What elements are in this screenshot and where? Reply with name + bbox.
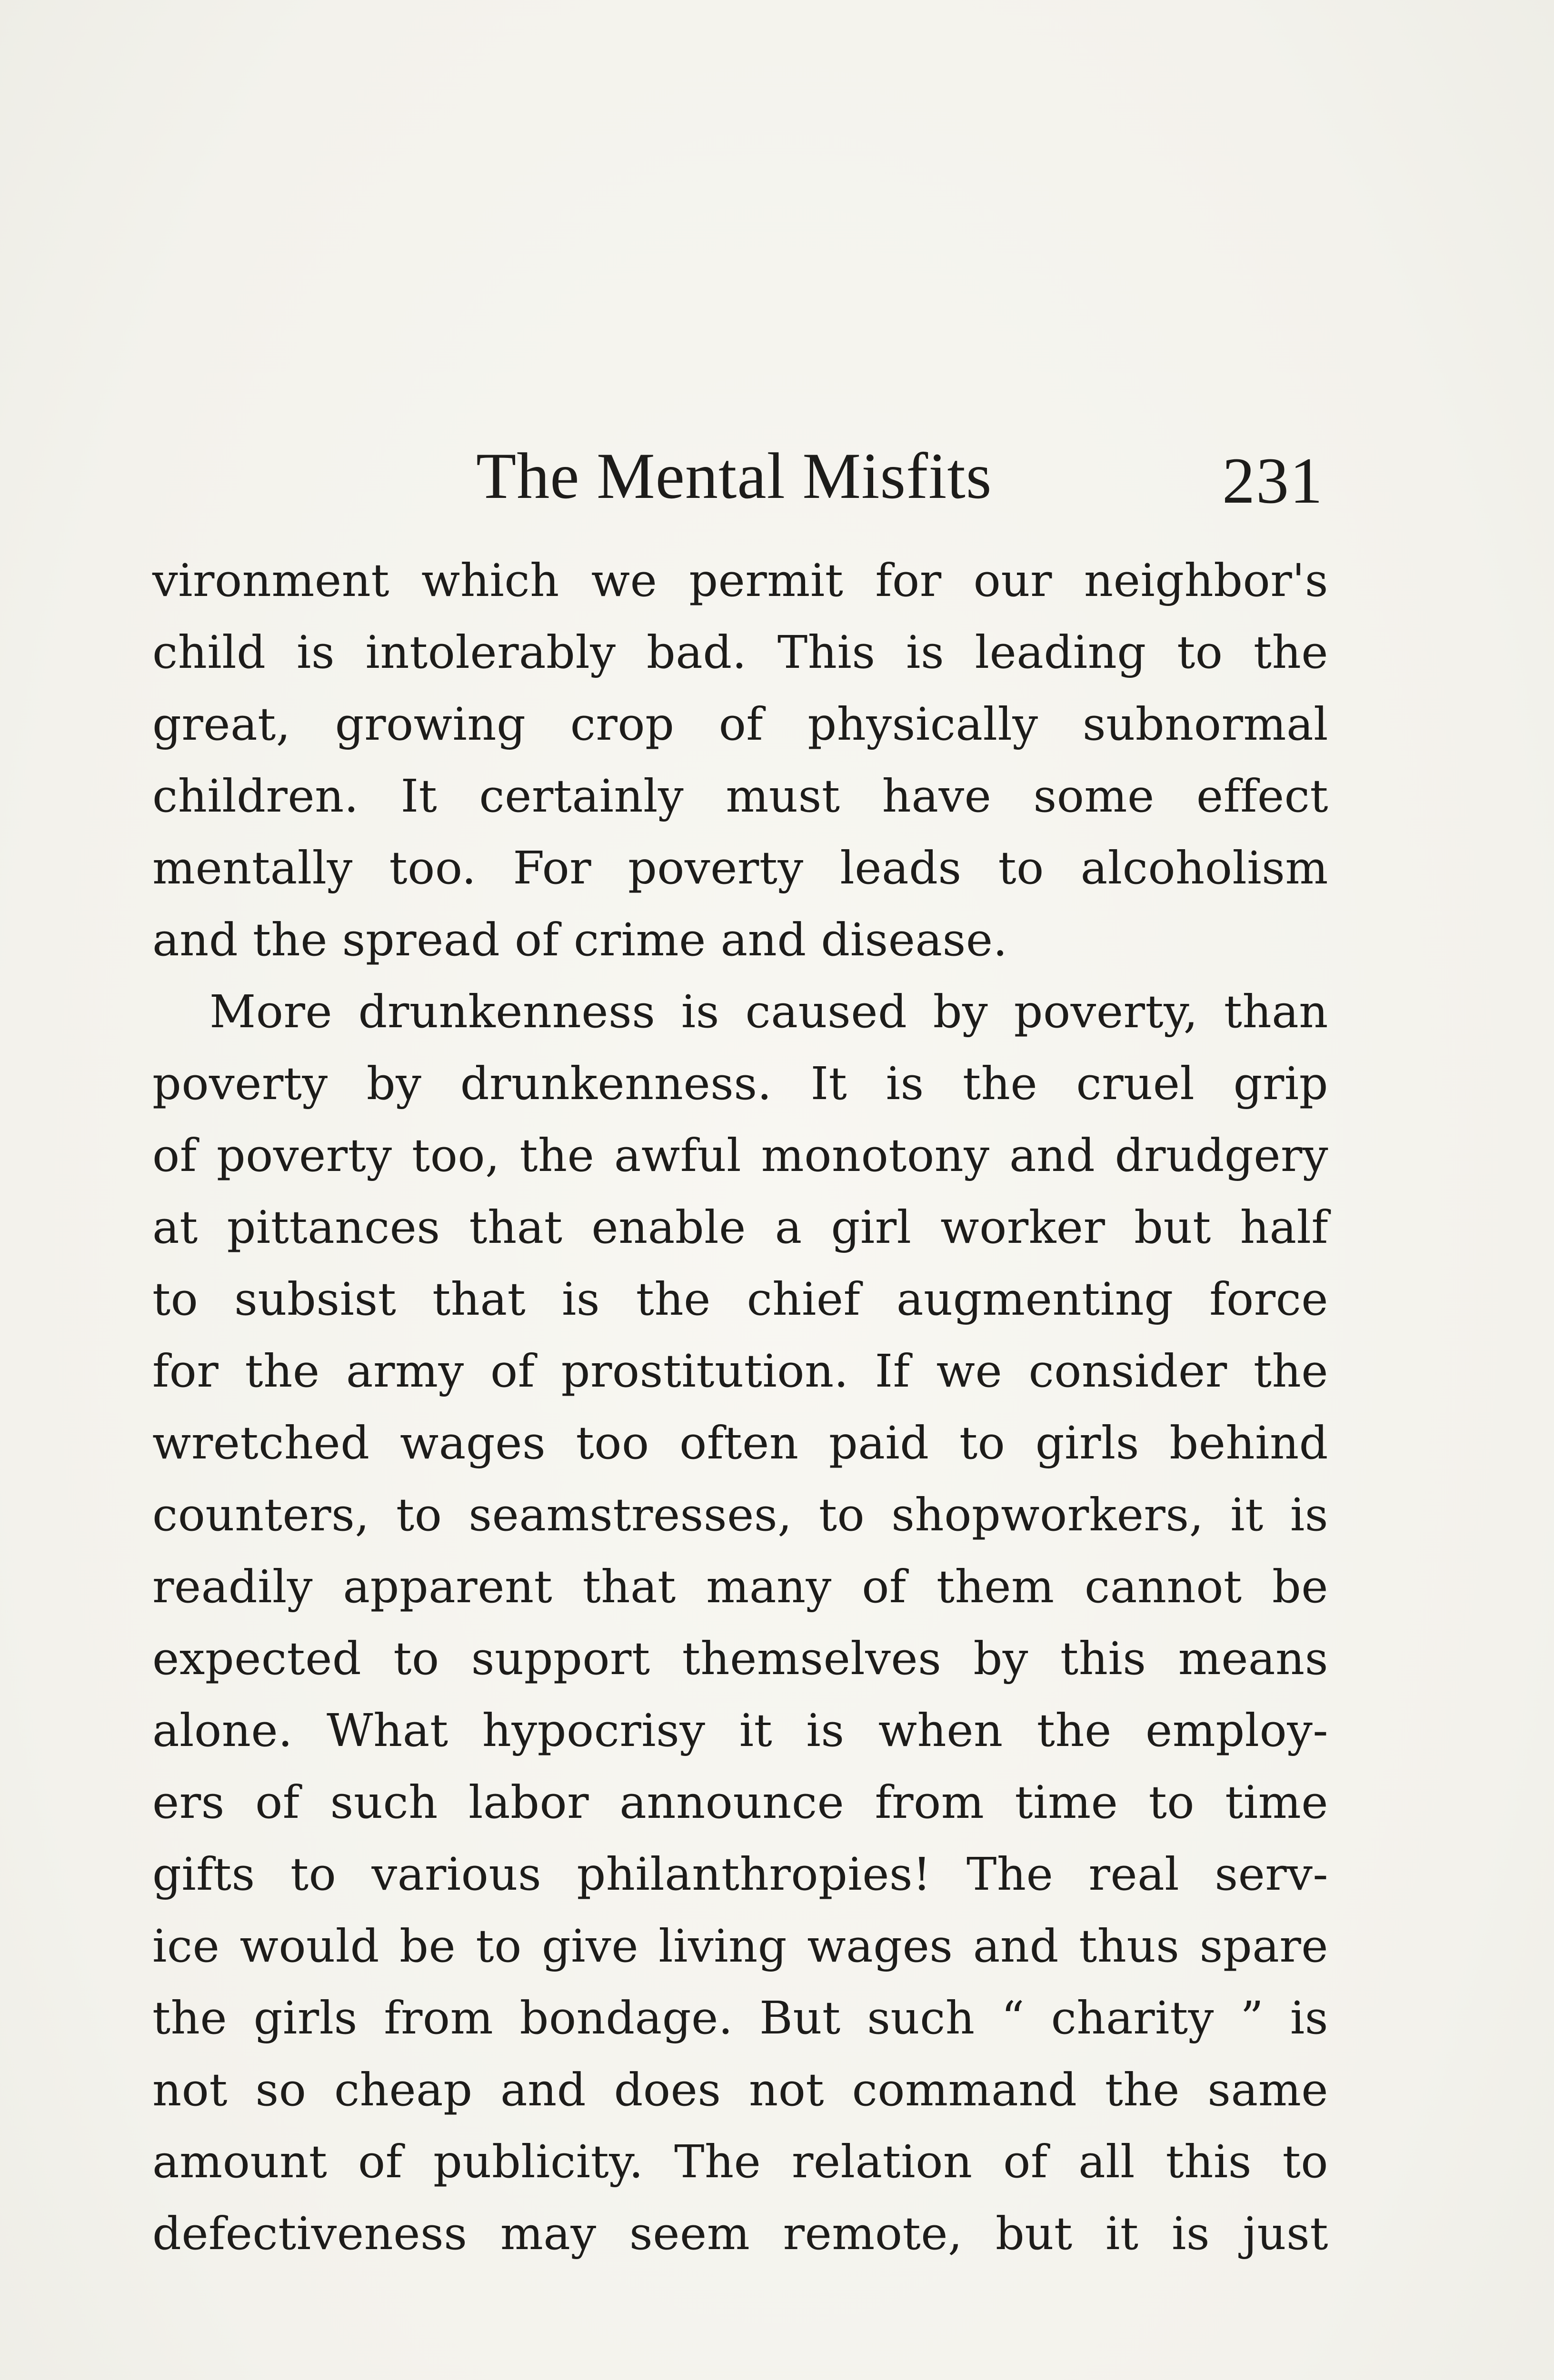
text-line: not so cheap and does not command the same xyxy=(152,2064,1328,2116)
text-line: defectiveness may seem remote, but it is just xyxy=(152,2208,1328,2260)
running-title: The Mental Misfits xyxy=(476,439,992,512)
text-line: counters, to seamstresses, to shopworkers, it is xyxy=(152,1489,1328,1541)
text-line: readily apparent that many of them cannot be xyxy=(152,1561,1328,1613)
body-text xyxy=(152,545,1328,2270)
text-line: ers of such labor announce from time to time xyxy=(152,1776,1328,1829)
text-line: amount of publicity. The relation of all this to xyxy=(152,2136,1328,2188)
text-line: wretched wages too often paid to girls behind xyxy=(152,1417,1328,1469)
text-line: expected to support themselves by this means xyxy=(152,1633,1328,1685)
text-line: alone. What hypocrisy it is when the employ- xyxy=(152,1705,1328,1757)
text-line: vironment which we permit for our neighbor's xyxy=(152,555,1328,607)
text-line: to subsist that is the chief augmenting force xyxy=(152,1273,1328,1326)
text-line: ice would be to give living wages and thus spare xyxy=(152,1920,1328,1973)
text-line: children. It certainly must have some effect xyxy=(152,770,1328,823)
text-line: of poverty too, the awful monotony and drudgery xyxy=(152,1130,1328,1182)
text-line: the girls from bondage. But such “ charity ” is xyxy=(152,1992,1328,2044)
text-line: gifts to various philanthropies! The real serv- xyxy=(152,1848,1328,1901)
text-line: for the army of prostitution. If we consider the xyxy=(152,1345,1328,1398)
text-line: poverty by drunkenness. It is the cruel grip xyxy=(152,1058,1328,1110)
text-line: child is intolerably bad. This is leading to the xyxy=(152,626,1328,679)
text-line: at pittances that enable a girl worker but half xyxy=(152,1201,1328,1254)
text-line: More drunkenness is caused by poverty, than xyxy=(209,986,1328,1038)
text-line: great, growing crop of physically subnormal xyxy=(152,698,1328,751)
text-line: mentally too. For poverty leads to alcoholism xyxy=(152,842,1328,894)
text-line: and the spread of crime and disease. xyxy=(152,914,1008,966)
page-number: 231 xyxy=(1222,444,1324,517)
running-head xyxy=(162,438,1333,517)
